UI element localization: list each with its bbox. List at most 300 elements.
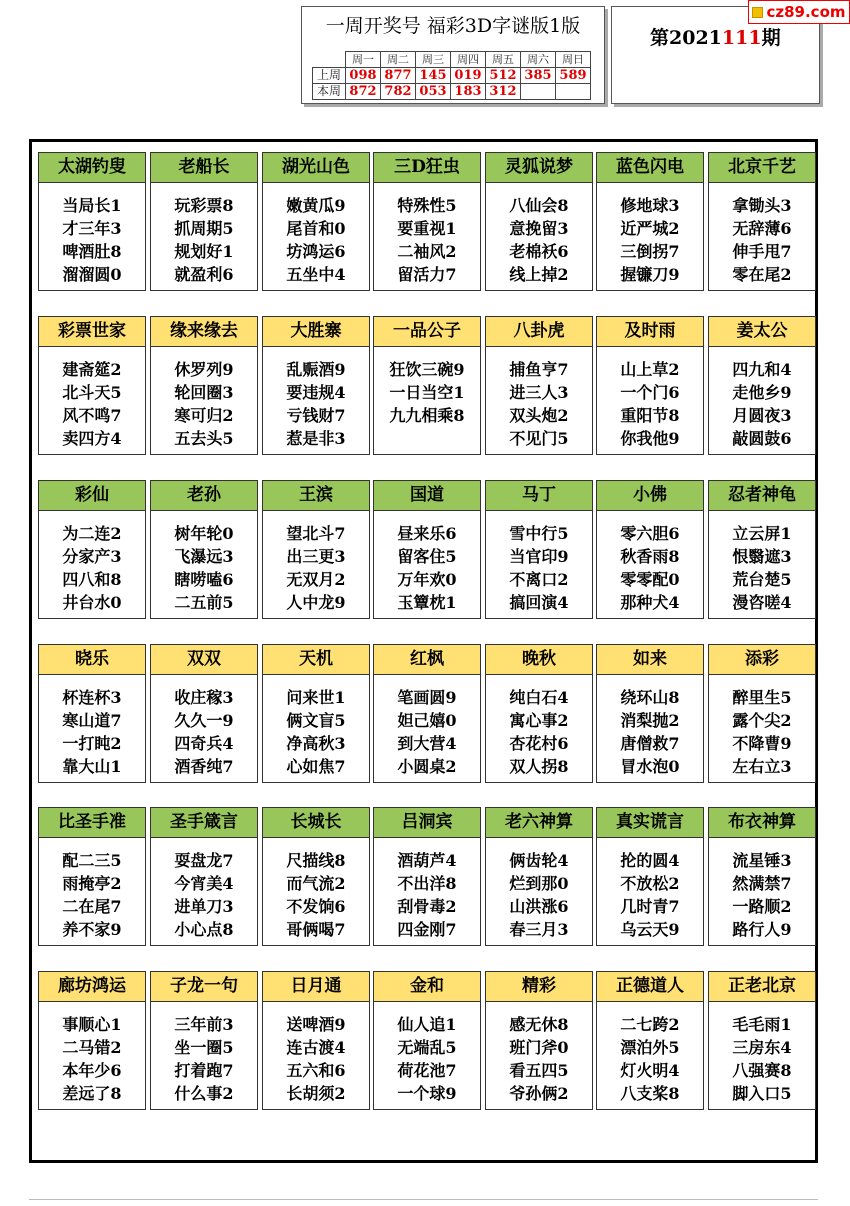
clue-line: 风不鸣7 — [62, 406, 122, 425]
clue-line: 近严城2 — [620, 219, 680, 238]
weekly-results-table — [312, 51, 591, 100]
clue-line: 溜溜圆0 — [62, 265, 122, 284]
clue-line: 俩文盲5 — [286, 711, 346, 730]
clue-line: 寓心事2 — [509, 711, 569, 730]
clue-list — [486, 522, 592, 614]
clue-line: 九九相乘8 — [389, 406, 465, 425]
clue-line: 玩彩票8 — [174, 196, 234, 215]
clue-line: 春三月3 — [509, 920, 569, 939]
clue-block — [596, 480, 704, 619]
clue-block — [708, 971, 816, 1110]
clue-line: 耍盘龙7 — [174, 851, 234, 870]
clue-line: 醉里生5 — [732, 688, 792, 707]
clue-line: 山上草2 — [620, 360, 680, 379]
clue-list — [374, 1013, 480, 1105]
result-cell: 312 — [486, 84, 521, 100]
clue-block — [150, 480, 258, 619]
clue-line: 无端乱5 — [397, 1038, 457, 1057]
clue-line: 路行人9 — [732, 920, 792, 939]
clue-line: 零在尾2 — [732, 265, 792, 284]
result-cell: 145 — [416, 68, 451, 84]
day-header: 周四 — [451, 52, 486, 68]
result-cell: 589 — [556, 68, 591, 84]
clue-line: 重阳节8 — [620, 406, 680, 425]
clue-list — [597, 849, 703, 941]
clue-line: 建斋筵2 — [62, 360, 122, 379]
clue-line: 五六和6 — [286, 1061, 346, 1080]
clue-line: 连古渡4 — [286, 1038, 346, 1057]
clue-line: 二马错2 — [62, 1038, 122, 1057]
clue-line: 不降曹9 — [732, 734, 792, 753]
clue-block-title: 晓乐 — [39, 645, 145, 675]
clue-line: 线上掉2 — [509, 265, 569, 284]
clue-list — [263, 194, 369, 286]
clue-line: 雨掩亭2 — [62, 874, 122, 893]
clue-block — [262, 480, 370, 619]
clue-block — [262, 971, 370, 1110]
clue-block — [485, 480, 593, 619]
clue-line: 伸手甩7 — [732, 242, 792, 261]
clue-block-title: 圣手箴言 — [151, 808, 257, 838]
clue-line: 要重视1 — [397, 219, 457, 238]
clue-list — [263, 849, 369, 941]
clue-block — [150, 644, 258, 783]
clue-block-title: 金和 — [374, 972, 480, 1002]
clue-line: 惹是非3 — [286, 429, 346, 448]
clue-block-title: 小佛 — [597, 481, 703, 511]
clue-line: 敲圆鼓6 — [732, 429, 792, 448]
clue-line: 四八和8 — [62, 570, 122, 589]
clue-line: 刮骨毒2 — [397, 897, 457, 916]
clue-line: 差远了8 — [62, 1084, 122, 1103]
clue-block — [708, 807, 816, 946]
clue-line: 杯连杯3 — [62, 688, 122, 707]
clue-list — [597, 686, 703, 778]
clue-list — [39, 686, 145, 778]
clue-line: 不发饷6 — [286, 897, 346, 916]
this-week-label: 本周 — [313, 84, 346, 100]
clue-line: 月圆夜3 — [732, 406, 792, 425]
clue-list — [39, 358, 145, 450]
clue-line: 收庄稼3 — [174, 688, 234, 707]
clue-line: 昼来乐6 — [397, 524, 457, 543]
header-title: 一周开奖号 福彩3D字谜版1版 — [325, 15, 581, 37]
clue-line: 走他乡9 — [732, 383, 792, 402]
clue-list — [486, 358, 592, 450]
clue-line: 玉簟枕1 — [397, 593, 457, 612]
clue-line: 五坐中4 — [286, 265, 346, 284]
clue-line: 一打盹2 — [62, 734, 122, 753]
clue-line: 当官印9 — [509, 547, 569, 566]
result-cell: 782 — [381, 84, 416, 100]
clue-list — [151, 522, 257, 614]
clue-line: 事顺心1 — [62, 1015, 122, 1034]
clue-block — [262, 152, 370, 291]
clue-list — [374, 194, 480, 286]
clue-list — [709, 194, 815, 286]
clue-block-title: 缘来缘去 — [151, 317, 257, 347]
clue-line: 心如焦7 — [286, 757, 346, 776]
issue-prefix: 第2021 — [650, 27, 722, 49]
clue-line: 然满禁7 — [732, 874, 792, 893]
clue-block-title: 子龙一句 — [151, 972, 257, 1002]
clue-line: 进三人3 — [509, 383, 569, 402]
clue-block-title: 忍者神龟 — [709, 481, 815, 511]
clue-line: 爷孙俩2 — [509, 1084, 569, 1103]
clue-line: 特殊性5 — [397, 196, 457, 215]
clue-line: 要违规4 — [286, 383, 346, 402]
clue-line: 小圆桌2 — [397, 757, 457, 776]
clue-line: 烂到那0 — [509, 874, 569, 893]
clue-line: 双头炮2 — [509, 406, 569, 425]
clue-block-title: 一品公子 — [374, 317, 480, 347]
clue-block — [708, 480, 816, 619]
clue-line: 问来世1 — [286, 688, 346, 707]
clue-line: 出三更3 — [286, 547, 346, 566]
clue-line: 搞回演4 — [509, 593, 569, 612]
clue-list — [374, 522, 480, 614]
clue-block-title: 大胜寨 — [263, 317, 369, 347]
clue-line: 三房东4 — [732, 1038, 792, 1057]
result-cell: 183 — [451, 84, 486, 100]
clue-block-title: 红枫 — [374, 645, 480, 675]
clue-line: 什么事2 — [174, 1084, 234, 1103]
clue-line: 留活力7 — [397, 265, 457, 284]
clue-line: 抓周期5 — [174, 219, 234, 238]
clue-block — [38, 644, 146, 783]
day-header: 周三 — [416, 52, 451, 68]
clue-line: 树年轮0 — [174, 524, 234, 543]
clue-block — [485, 316, 593, 455]
site-tag-text: cz89.com — [766, 3, 846, 21]
clue-line: 二在尾7 — [62, 897, 122, 916]
clue-line: 二五前5 — [174, 593, 234, 612]
issue-label — [650, 23, 781, 50]
clue-block-title: 老六神算 — [486, 808, 592, 838]
clue-line: 四奇兵4 — [174, 734, 234, 753]
clue-line: 左右立3 — [732, 757, 792, 776]
clue-line: 二袖风2 — [397, 242, 457, 261]
last-week-label: 上周 — [313, 68, 346, 84]
result-cell: 053 — [416, 84, 451, 100]
clue-line: 酒香纯7 — [174, 757, 234, 776]
clue-line: 就盈利6 — [174, 265, 234, 284]
clue-block-title: 国道 — [374, 481, 480, 511]
clue-line: 尺描线8 — [286, 851, 346, 870]
clue-line: 露个尖2 — [732, 711, 792, 730]
clue-line: 一日当空1 — [389, 383, 465, 402]
clue-line: 捕鱼亨7 — [509, 360, 569, 379]
clue-line: 一个球9 — [397, 1084, 457, 1103]
clue-line: 脚入口5 — [732, 1084, 792, 1103]
clue-list — [486, 1013, 592, 1105]
clue-list — [486, 686, 592, 778]
clue-block — [262, 807, 370, 946]
clue-block — [373, 480, 481, 619]
clue-list — [151, 1013, 257, 1105]
clue-block-title: 如来 — [597, 645, 703, 675]
clue-line: 漂泊外5 — [620, 1038, 680, 1057]
result-cell: 019 — [451, 68, 486, 84]
clue-list — [709, 522, 815, 614]
clue-line: 狂饮三碗9 — [389, 360, 465, 379]
clue-list — [151, 686, 257, 778]
clue-line: 休罗列9 — [174, 360, 234, 379]
issue-suffix: 期 — [761, 27, 781, 49]
clue-line: 拿锄头3 — [732, 196, 792, 215]
clue-line: 而气流2 — [286, 874, 346, 893]
clue-list — [39, 522, 145, 614]
clue-line: 配二三5 — [62, 851, 122, 870]
clue-line: 恨翳遮3 — [732, 547, 792, 566]
clue-line: 毛毛雨1 — [732, 1015, 792, 1034]
clue-line: 坐一圈5 — [174, 1038, 234, 1057]
clue-block-title: 双双 — [151, 645, 257, 675]
clue-line: 打着跑7 — [174, 1061, 234, 1080]
clue-line: 五去头5 — [174, 429, 234, 448]
clue-line: 靠大山1 — [62, 757, 122, 776]
clue-line: 无辞薄6 — [732, 219, 792, 238]
clue-line: 杏花村6 — [509, 734, 569, 753]
result-cell — [521, 84, 556, 100]
clue-line: 几时青7 — [620, 897, 680, 916]
clue-block-title: 姜太公 — [709, 317, 815, 347]
clue-line: 那种犬4 — [620, 593, 680, 612]
clue-list — [151, 849, 257, 941]
clue-block — [596, 971, 704, 1110]
clue-list — [709, 686, 815, 778]
clue-line: 坊鸿运6 — [286, 242, 346, 261]
clue-line: 四九和4 — [732, 360, 792, 379]
clue-line: 荷花池7 — [397, 1061, 457, 1080]
clue-block-title: 彩票世家 — [39, 317, 145, 347]
clue-line: 修地球3 — [620, 196, 680, 215]
clue-line: 今宵美4 — [174, 874, 234, 893]
clue-line: 看五四5 — [509, 1061, 569, 1080]
clue-line: 才三年3 — [62, 219, 122, 238]
clue-block — [708, 644, 816, 783]
bottom-divider — [29, 1199, 818, 1200]
clue-line: 望北斗7 — [286, 524, 346, 543]
clue-line: 冒水泡0 — [620, 757, 680, 776]
clue-line: 规划好1 — [174, 242, 234, 261]
clue-block-title: 王滨 — [263, 481, 369, 511]
clue-line: 酒葫芦4 — [397, 851, 457, 870]
clue-block — [150, 152, 258, 291]
clue-block — [373, 152, 481, 291]
clue-block-title: 添彩 — [709, 645, 815, 675]
clue-block-title: 马丁 — [486, 481, 592, 511]
clue-line: 四金刚7 — [397, 920, 457, 939]
clue-line: 八强赛8 — [732, 1061, 792, 1080]
clue-block — [708, 152, 816, 291]
result-cell: 877 — [381, 68, 416, 84]
clue-block-title: 晚秋 — [486, 645, 592, 675]
clue-list — [486, 849, 592, 941]
clue-block-title: 彩仙 — [39, 481, 145, 511]
clue-line: 老棉袄6 — [509, 242, 569, 261]
clue-line: 轮回圈3 — [174, 383, 234, 402]
clue-line: 妲己嬉0 — [397, 711, 457, 730]
clue-line: 你我他9 — [620, 429, 680, 448]
clue-line: 分家产3 — [62, 547, 122, 566]
clue-line: 一个门6 — [620, 383, 680, 402]
clue-line: 意挽留3 — [509, 219, 569, 238]
clue-line: 乌云天9 — [620, 920, 680, 939]
clue-list — [151, 358, 257, 450]
clue-block-title: 真实谎言 — [597, 808, 703, 838]
clue-block — [485, 807, 593, 946]
clue-line: 卖四方4 — [62, 429, 122, 448]
clue-line: 漫咨嗟4 — [732, 593, 792, 612]
clue-block-title: 蓝色闪电 — [597, 153, 703, 183]
clue-list — [263, 358, 369, 450]
day-header: 周一 — [346, 52, 381, 68]
clue-line: 零零配0 — [620, 570, 680, 589]
clue-list — [263, 686, 369, 778]
site-tag-link[interactable] — [748, 0, 850, 24]
clue-line: 秋香雨8 — [620, 547, 680, 566]
clue-grid-frame — [29, 139, 818, 1163]
clue-line: 长胡须2 — [286, 1084, 346, 1103]
clue-line: 绕环山8 — [620, 688, 680, 707]
clue-line: 留客住5 — [397, 547, 457, 566]
clue-list — [597, 522, 703, 614]
day-header: 周日 — [556, 52, 591, 68]
clue-line: 人中龙9 — [286, 593, 346, 612]
clue-line: 山洪涨6 — [509, 897, 569, 916]
day-header: 周六 — [521, 52, 556, 68]
clue-block — [373, 807, 481, 946]
result-cell: 512 — [486, 68, 521, 84]
clue-block-title: 正德道人 — [597, 972, 703, 1002]
clue-line: 灯火明4 — [620, 1061, 680, 1080]
clue-line: 荒台楚5 — [732, 570, 792, 589]
clue-line: 抡的圆4 — [620, 851, 680, 870]
clue-block — [38, 152, 146, 291]
clue-block — [38, 480, 146, 619]
clue-list — [709, 849, 815, 941]
clue-line: 净高秋3 — [286, 734, 346, 753]
clue-line: 当局长1 — [62, 196, 122, 215]
clue-line: 笔画圆9 — [397, 688, 457, 707]
clue-block-title: 三D狂虫 — [374, 153, 480, 183]
weekly-results-panel — [301, 6, 605, 104]
clue-block-title: 日月通 — [263, 972, 369, 1002]
site-badge-icon — [752, 7, 763, 18]
clue-line: 消梨抛2 — [620, 711, 680, 730]
clue-block — [485, 152, 593, 291]
clue-line: 双人拐8 — [509, 757, 569, 776]
clue-block — [373, 971, 481, 1110]
clue-block-title: 天机 — [263, 645, 369, 675]
clue-line: 一路顺2 — [732, 897, 792, 916]
clue-line: 飞瀑远3 — [174, 547, 234, 566]
clue-block-title: 精彩 — [486, 972, 592, 1002]
clue-block-title: 正老北京 — [709, 972, 815, 1002]
clue-line: 立云屏1 — [732, 524, 792, 543]
clue-line: 流星锤3 — [732, 851, 792, 870]
clue-block — [596, 152, 704, 291]
clue-line: 进单刀3 — [174, 897, 234, 916]
clue-block-title: 老船长 — [151, 153, 257, 183]
clue-list — [263, 1013, 369, 1105]
clue-list — [39, 849, 145, 941]
clue-line: 送啤酒9 — [286, 1015, 346, 1034]
clue-block — [38, 807, 146, 946]
clue-block-title: 吕洞宾 — [374, 808, 480, 838]
clue-line: 本年少6 — [62, 1061, 122, 1080]
clue-line: 三年前3 — [174, 1015, 234, 1034]
clue-block — [596, 316, 704, 455]
clue-line: 不离口2 — [509, 570, 569, 589]
clue-line: 寒山道7 — [62, 711, 122, 730]
clue-line: 到大营4 — [397, 734, 457, 753]
clue-list — [374, 358, 480, 427]
clue-line: 养不家9 — [62, 920, 122, 939]
clue-block — [373, 644, 481, 783]
clue-list — [374, 849, 480, 941]
clue-line: 小心点8 — [174, 920, 234, 939]
issue-number: 111 — [721, 27, 762, 49]
clue-list — [39, 194, 145, 286]
clue-line: 不放松2 — [620, 874, 680, 893]
clue-block — [150, 316, 258, 455]
clue-line: 俩齿轮4 — [509, 851, 569, 870]
clue-list — [486, 194, 592, 286]
clue-line: 为二连2 — [62, 524, 122, 543]
clue-line: 雪中行5 — [509, 524, 569, 543]
clue-line: 嫩黄瓜9 — [286, 196, 346, 215]
clue-line: 八仙会8 — [509, 196, 569, 215]
clue-block-title: 灵狐说梦 — [486, 153, 592, 183]
clue-block — [708, 316, 816, 455]
clue-line: 唐僧救7 — [620, 734, 680, 753]
clue-block — [596, 807, 704, 946]
clue-line: 啤酒肚8 — [62, 242, 122, 261]
clue-line: 瞎唠嗑6 — [174, 570, 234, 589]
clue-list — [597, 1013, 703, 1105]
clue-block-title: 太湖钓叟 — [39, 153, 145, 183]
clue-block — [38, 316, 146, 455]
clue-list — [39, 1013, 145, 1105]
clue-line: 纯白石4 — [509, 688, 569, 707]
clue-block — [150, 807, 258, 946]
clue-line: 握镰刀9 — [620, 265, 680, 284]
clue-block-title: 布衣神算 — [709, 808, 815, 838]
clue-line: 感无休8 — [509, 1015, 569, 1034]
clue-block-title: 及时雨 — [597, 317, 703, 347]
clue-block — [262, 644, 370, 783]
clue-line: 三倒拐7 — [620, 242, 680, 261]
clue-block-title: 廊坊鸿运 — [39, 972, 145, 1002]
clue-line: 哥俩喝7 — [286, 920, 346, 939]
clue-line: 亏钱财7 — [286, 406, 346, 425]
clue-line: 二七跨2 — [620, 1015, 680, 1034]
clue-line: 不见门5 — [509, 429, 569, 448]
clue-line: 寒可归2 — [174, 406, 234, 425]
clue-list — [151, 194, 257, 286]
clue-block-title: 北京千艺 — [709, 153, 815, 183]
clue-block-title: 长城长 — [263, 808, 369, 838]
result-cell: 385 — [521, 68, 556, 84]
clue-list — [374, 686, 480, 778]
clue-list — [597, 358, 703, 450]
result-cell: 872 — [346, 84, 381, 100]
clue-line: 无双月2 — [286, 570, 346, 589]
clue-block-title: 比圣手准 — [39, 808, 145, 838]
clue-block — [596, 644, 704, 783]
